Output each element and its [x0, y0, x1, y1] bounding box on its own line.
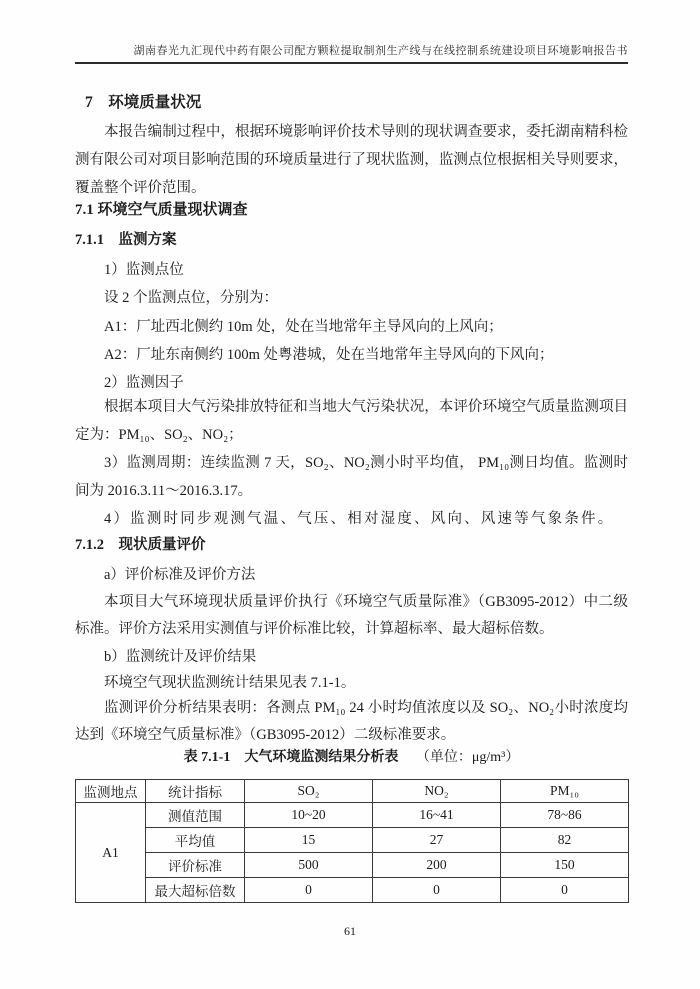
list-item-statistics-result: b）监测统计及评价结果 — [104, 649, 257, 665]
section-heading-7-1-2: 7.1.2 现状质量评价 — [75, 537, 206, 553]
page-header-title: 湖南春光九汇现代中药有限公司配方颗粒提取制剂生产线与在线控制系统建设项目环境影响报告书 — [133, 45, 628, 57]
table-caption — [75, 746, 628, 766]
paragraph-result: 监测评价分析结果表明：各测点 PM₁₀ 24 小时均值浓度以及 SO₂、NO₂小时浓度均达到《环境空气质量标准》（GB3095-2012）二级标准要求。 — [75, 700, 628, 743]
value-cell: 15 — [245, 828, 373, 853]
col-header-no2: NO₂ — [373, 780, 501, 803]
indicator-cell: 测值范围 — [146, 803, 245, 828]
value-cell: 27 — [373, 828, 501, 853]
col-header-indicator: 统计指标 — [146, 780, 245, 803]
indicator-cell: 平均值 — [146, 828, 245, 853]
value-cell: 0 — [373, 878, 501, 903]
page-number: 61 — [344, 924, 356, 938]
list-item-monitor-factors: 2）监测因子 — [104, 375, 184, 391]
col-header-site: 监测地点 — [76, 780, 146, 803]
paragraph-factors: 根据本项目大气污染排放特征和当地大气污染状况，本评价环境空气质量监测项目定为：PM₁₀、SO₂、NO₂； — [75, 399, 628, 443]
paragraph-standard: 本项目大气环境现状质量评价执行《环境空气质量际准》（GB3095-2012）中二级标准。评价方法采用实测值与评价标准比较，计算超标率、最大超标倍数。 — [75, 594, 628, 637]
value-cell: 0 — [245, 878, 373, 903]
text-points-count: 设 2 个监测点位，分别为： — [104, 290, 278, 306]
section-heading-7-1: 7.1 环境空气质量现状调查 — [75, 202, 248, 218]
table-row — [76, 803, 629, 828]
site-cell: A1 — [76, 803, 146, 903]
air-quality-result-table — [75, 779, 629, 903]
col-header-so2: SO₂ — [245, 780, 373, 803]
value-cell: 10~20 — [245, 803, 373, 828]
value-cell: 150 — [501, 853, 629, 878]
value-cell: 78~86 — [501, 803, 629, 828]
list-item-standard-method: a）评价标准及评价方法 — [104, 567, 256, 583]
value-cell: 82 — [501, 828, 629, 853]
value-cell: 16~41 — [373, 803, 501, 828]
table-header-row — [76, 780, 629, 803]
text-point-a2: A2：厂址东南侧约 100m 处粤港城，处在当地常年主导风向的下风向； — [104, 347, 554, 363]
section-heading-7-1-1: 7.1.1 监测方案 — [75, 232, 177, 248]
value-cell: 0 — [501, 878, 629, 903]
list-item-monitor-points: 1）监测点位 — [104, 262, 184, 278]
paragraph-intro: 本报告编制过程中，根据环境影响评价技术导则的现状调查要求，委托湖南精科检测有限公司对项目影响范围的环境质量进行了现状监测，监测点位根据相关导则要求，覆盖整个评价范围。 — [75, 124, 628, 196]
table-unit: （单位：μg/m³） — [415, 750, 520, 765]
paragraph-period: 3）监测周期：连续监测 7 天，SO₂、NO₂测小时平均值， PM₁₀测日均值。监测时间为 2016.3.11～2016.3.17。 — [75, 455, 628, 499]
table-row — [76, 828, 629, 853]
table-row — [76, 853, 629, 878]
value-cell: 500 — [245, 853, 373, 878]
table-title: 表 7.1-1 大气环境监测结果分析表 — [183, 750, 399, 765]
list-item-meteorology: 4）监测时同步观测气温、气压、相对湿度、风向、风速等气象条件。 — [104, 511, 615, 527]
indicator-cell: 最大超标倍数 — [146, 878, 245, 903]
col-header-pm10: PM₁₀ — [501, 780, 629, 803]
table-row — [76, 878, 629, 903]
page-header — [75, 42, 628, 64]
indicator-cell: 评价标准 — [146, 853, 245, 878]
text-point-a1: A1：厂址西北侧约 10m 处，处在当地常年主导风向的上风向； — [104, 319, 503, 335]
text-see-table: 环境空气现状监测统计结果见表 7.1-1。 — [104, 675, 356, 691]
section-heading-7: 7 环境质量状况 — [85, 94, 202, 111]
value-cell: 200 — [373, 853, 501, 878]
